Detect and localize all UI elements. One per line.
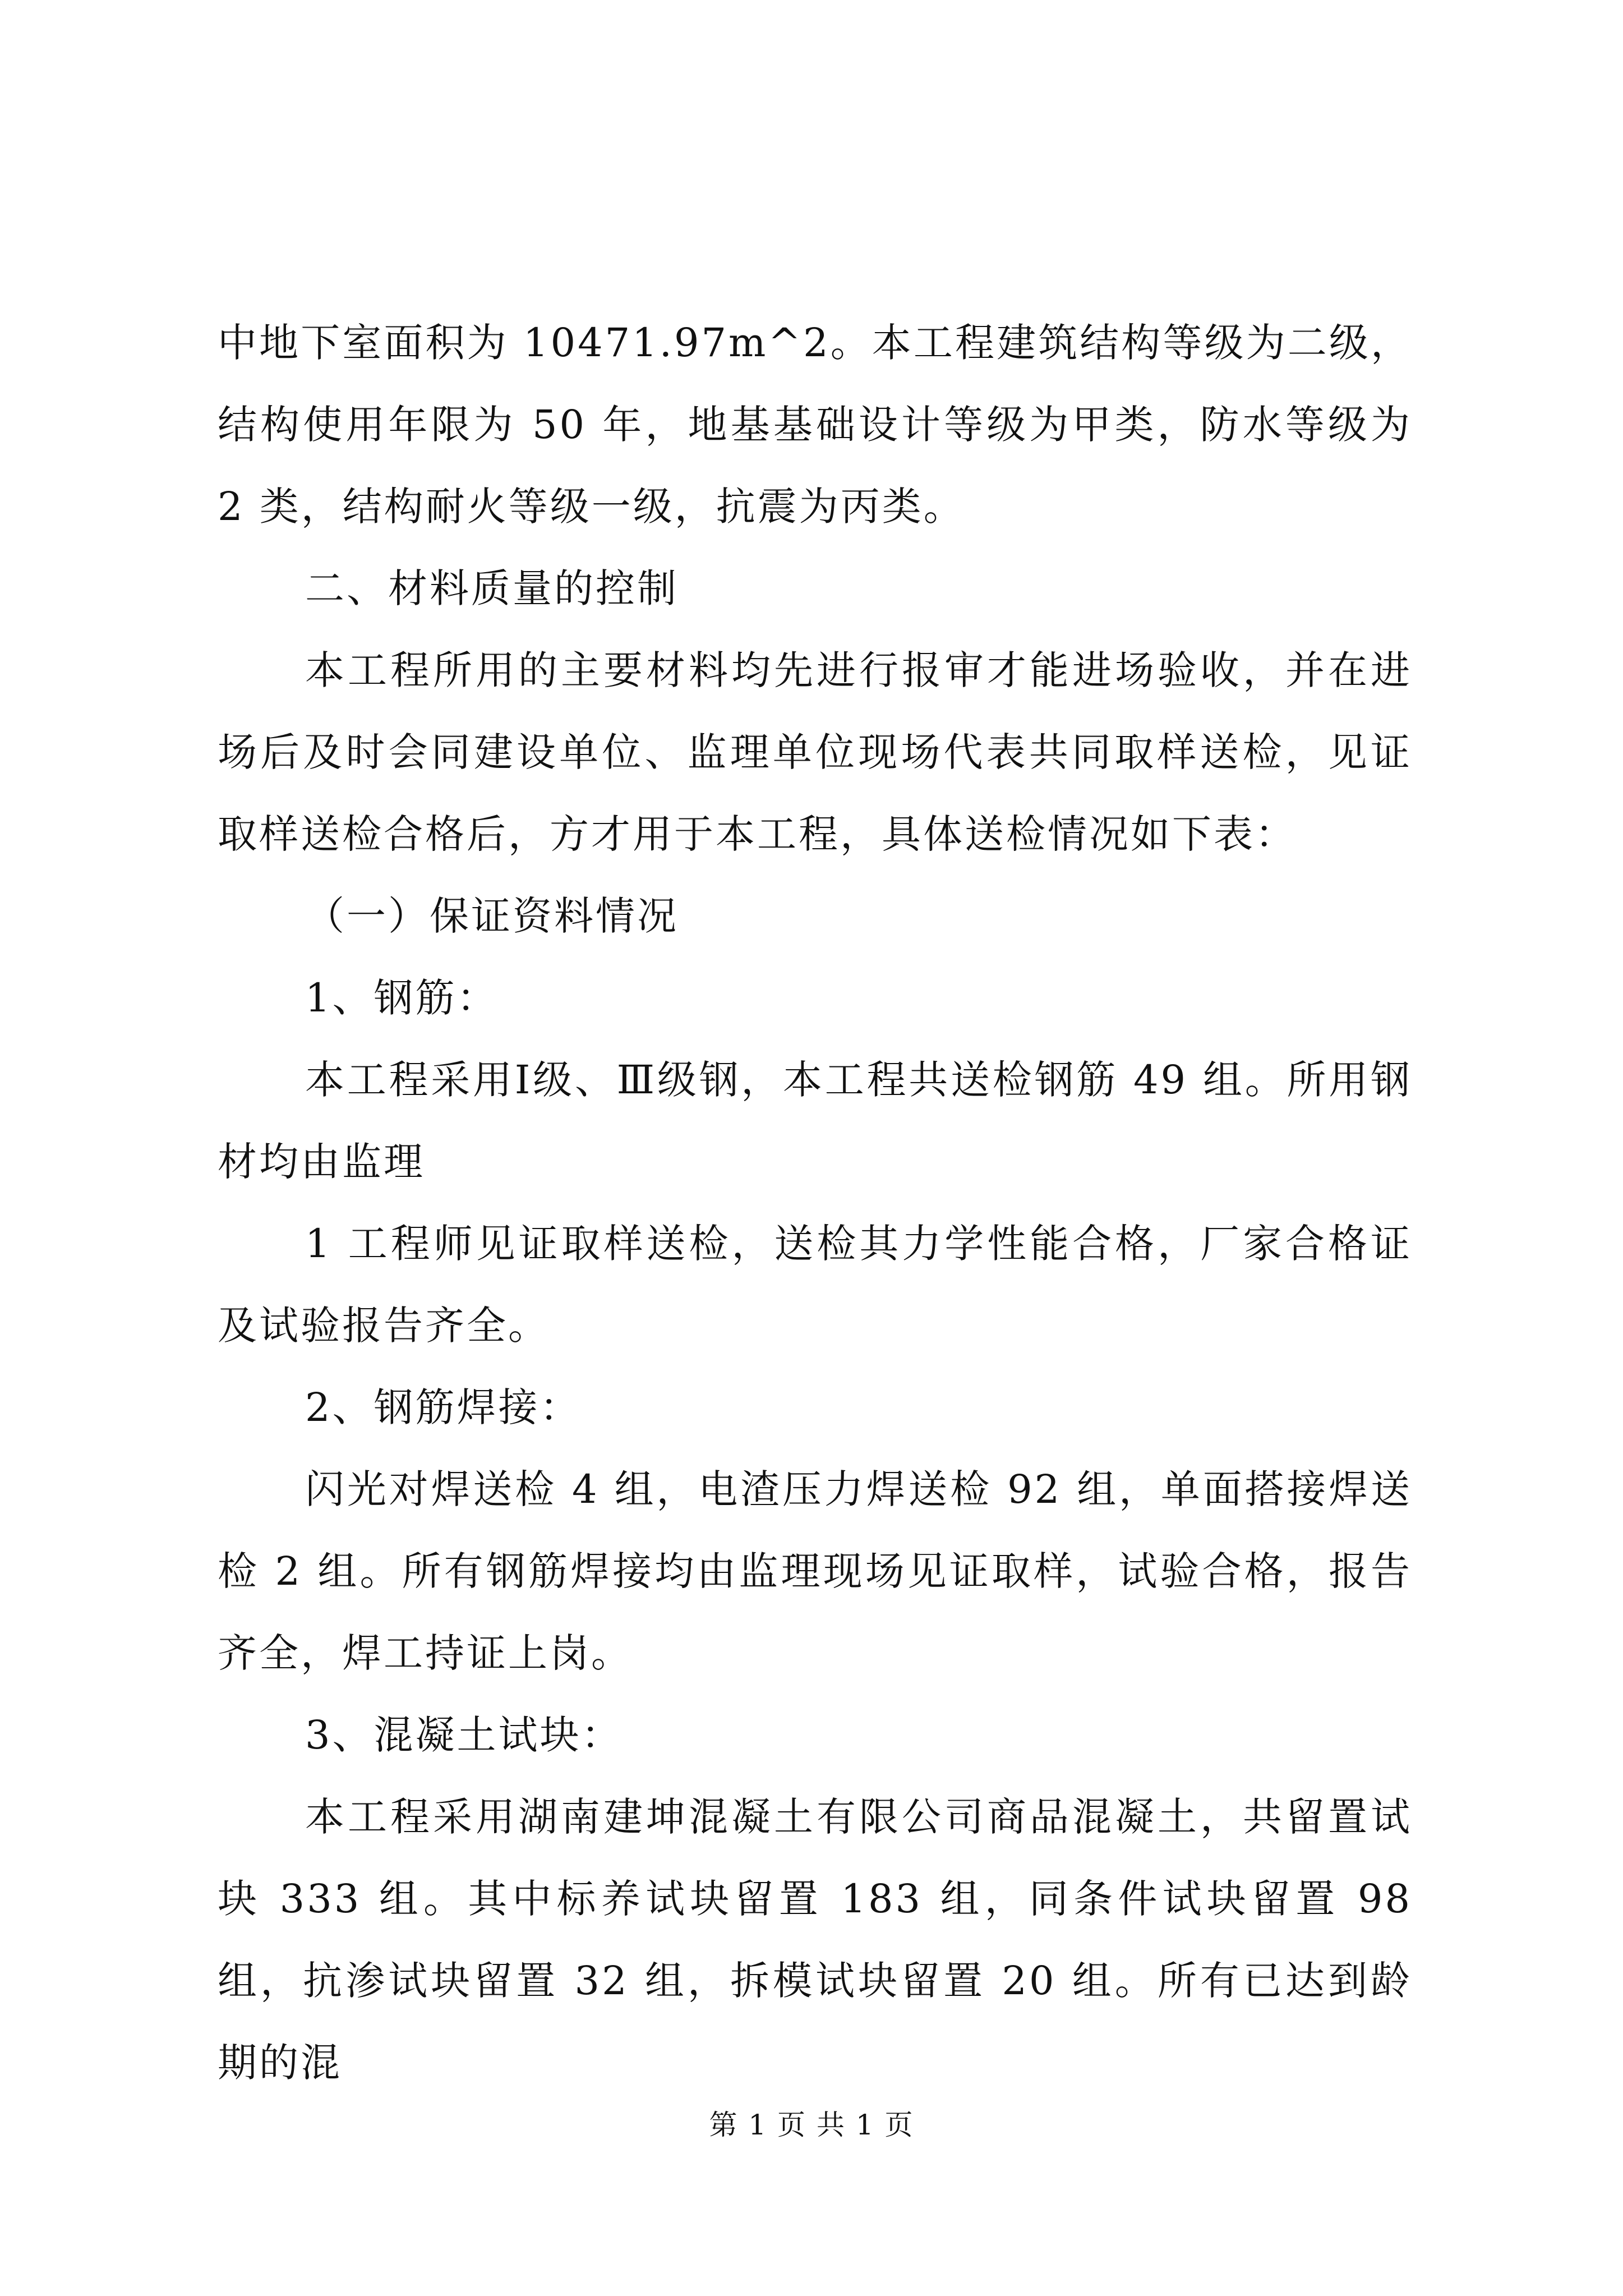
- paragraph-material-inspection: 本工程所用的主要材料均先进行报审才能进场验收，并在进场后及时会同建设单位、监理单位现场代表共同取样送检，见证取样送检合格后，方才用于本工程，具体送检情况如下表：: [218, 647, 1412, 857]
- paragraph-concrete-details: 本工程采用湖南建坤混凝土有限公司商品混凝土，共留置试块 333 组。其中标养试块留置 183 组，同条件试块留置 98 组，抗渗试块留置 32 组，拆模试块留置 20 组。所有已达到龄期的混: [218, 1794, 1412, 2086]
- heading-guarantee-documents: （一）保证资料情况: [305, 893, 679, 939]
- paragraph-rebar-inspection: 1 工程师见证取样送检，送检其力学性能合格，厂家合格证及试验报告齐全。: [218, 1221, 1412, 1349]
- document-body: [218, 302, 1412, 2104]
- heading-concrete-test-blocks: 3、混凝土试块：: [305, 1712, 623, 1758]
- heading-rebar: 1、钢筋：: [305, 975, 499, 1021]
- heading-rebar-welding: 2、钢筋焊接：: [305, 1384, 582, 1430]
- paragraph-project-overview: 中地下室面积为 10471.97m^2。本工程建筑结构等级为二级，结构使用年限为 50 年，地基基础设计等级为甲类，防水等级为 2 类，结构耐火等级一级，抗震为丙类。: [218, 320, 1412, 530]
- page-footer: 第 1 页 共 1 页: [709, 2109, 914, 2141]
- paragraph-welding-details: 闪光对焊送检 4 组，电渣压力焊送检 92 组，单面搭接焊送检 2 组。所有钢筋焊接均由监理现场见证取样，试验合格，报告齐全，焊工持证上岗。: [218, 1466, 1412, 1676]
- heading-material-quality-control: 二、材料质量的控制: [305, 565, 679, 611]
- paragraph-rebar-details: 本工程采用Ⅰ级、Ⅲ级钢，本工程共送检钢筋 49 组。所用钢材均由监理: [218, 1057, 1412, 1185]
